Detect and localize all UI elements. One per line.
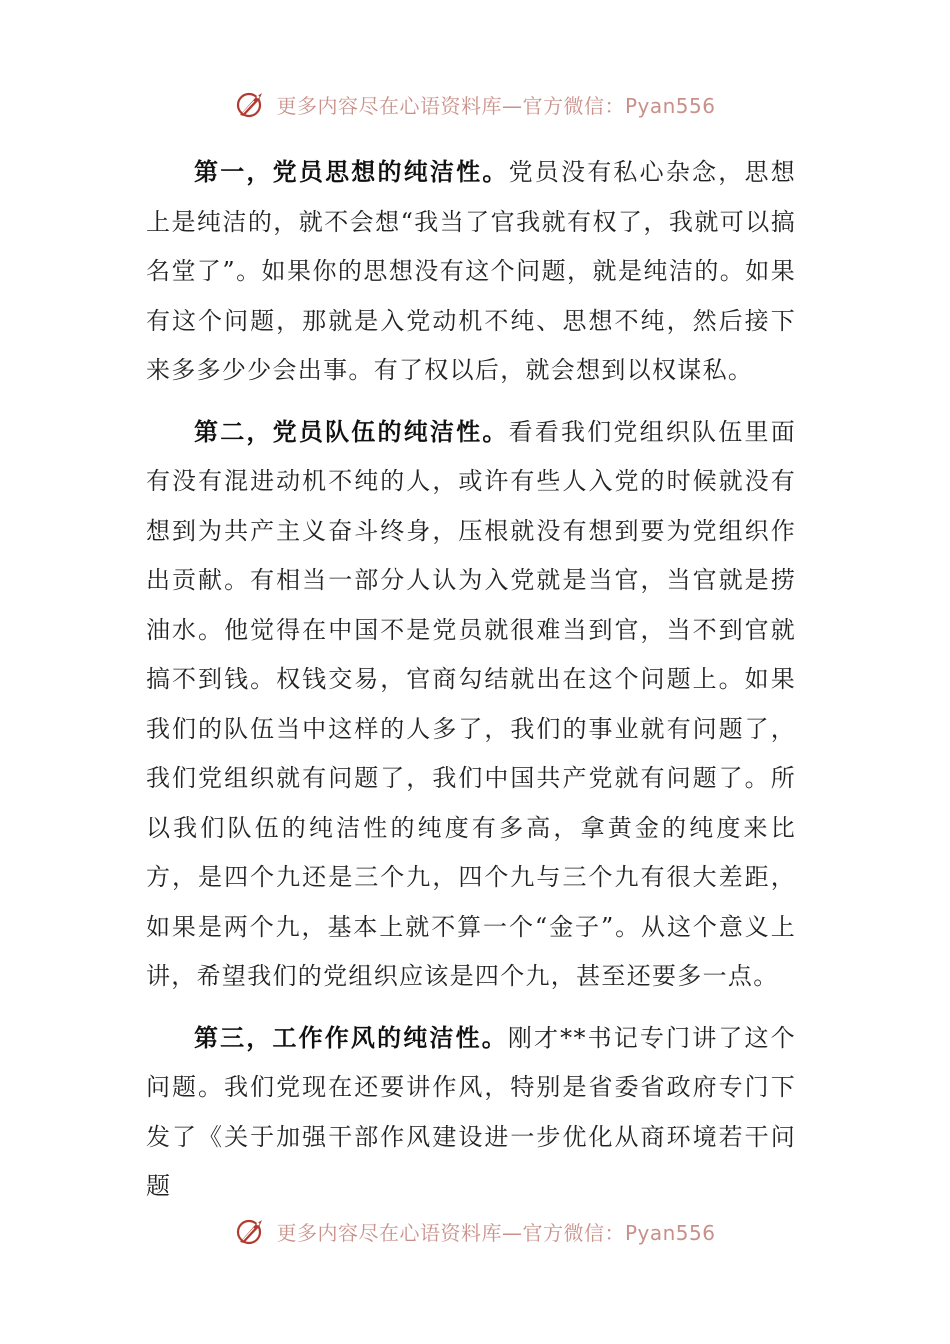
paragraph-3-lead: 第三，工作作风的纯洁性。 xyxy=(194,1022,508,1052)
header-banner-text xyxy=(276,90,715,119)
header-banner-wechat: 官方微信：Pyan556 xyxy=(522,93,716,118)
header-banner xyxy=(0,84,950,124)
pen-nib-circle-logo-icon xyxy=(234,1214,268,1248)
paragraph-2 xyxy=(146,407,796,1002)
document-body xyxy=(146,147,796,1212)
paragraph-1 xyxy=(146,147,796,396)
paragraph-2-body: 看看我们党组织队伍里面有没有混进动机不纯的人，或许有些人入党的时候就没有想到为共产主义奋斗终身，压根就没有想到要为党组织作出贡献。有相当一部分人认为入党就是当官，当官就是捞油水。他觉得在中国不是党员就很难当到官，当不到官就搞不到钱。权钱交易，官商勾结就出在这个问题上。如果我们的队伍当中这样的人多了，我们的事业就有问题了，我们党组织就有问题了，我们中国共产党就有问题了。所以我们队伍的纯洁性的纯度有多高，拿黄金的纯度来比方，是四个九还是三个九，四个九与三个九有很大差距，如果是两个九，基本上就不算一个“金子”。从这个意义上讲，希望我们的党组织应该是四个九，甚至还要多一点。 xyxy=(146,417,796,990)
footer-banner-wechat: 官方微信：Pyan556 xyxy=(522,1220,716,1245)
header-banner-separator: — xyxy=(501,93,523,118)
paragraph-1-body: 党员没有私心杂念，思想上是纯洁的，就不会想“我当了官我就有权了，我就可以搞名堂了”。如果你的思想没有这个问题，就是纯洁的。如果有这个问题，那就是入党动机不纯、思想不纯，然后接下来多多少少会出事。有了权以后，就会想到以权谋私。 xyxy=(146,158,796,384)
footer-banner-main: 更多内容尽在心语资料库 xyxy=(276,1220,502,1245)
pen-nib-circle-logo-icon xyxy=(234,87,268,121)
header-banner-main: 更多内容尽在心语资料库 xyxy=(276,93,502,118)
paragraph-3-body: 刚才**书记专门讲了这个问题。我们党现在还要讲作风，特别是省委省政府专门下发了《关于加强干部作风建设进一步优化从商环境若干问题 xyxy=(146,1023,796,1200)
paragraph-2-lead: 第二，党员队伍的纯洁性。 xyxy=(194,416,509,446)
footer-banner-text xyxy=(276,1217,715,1246)
footer-banner xyxy=(0,1211,950,1251)
paragraph-1-lead: 第一，党员思想的纯洁性。 xyxy=(194,157,509,186)
footer-banner-separator: — xyxy=(501,1220,523,1245)
paragraph-3 xyxy=(146,1013,796,1212)
